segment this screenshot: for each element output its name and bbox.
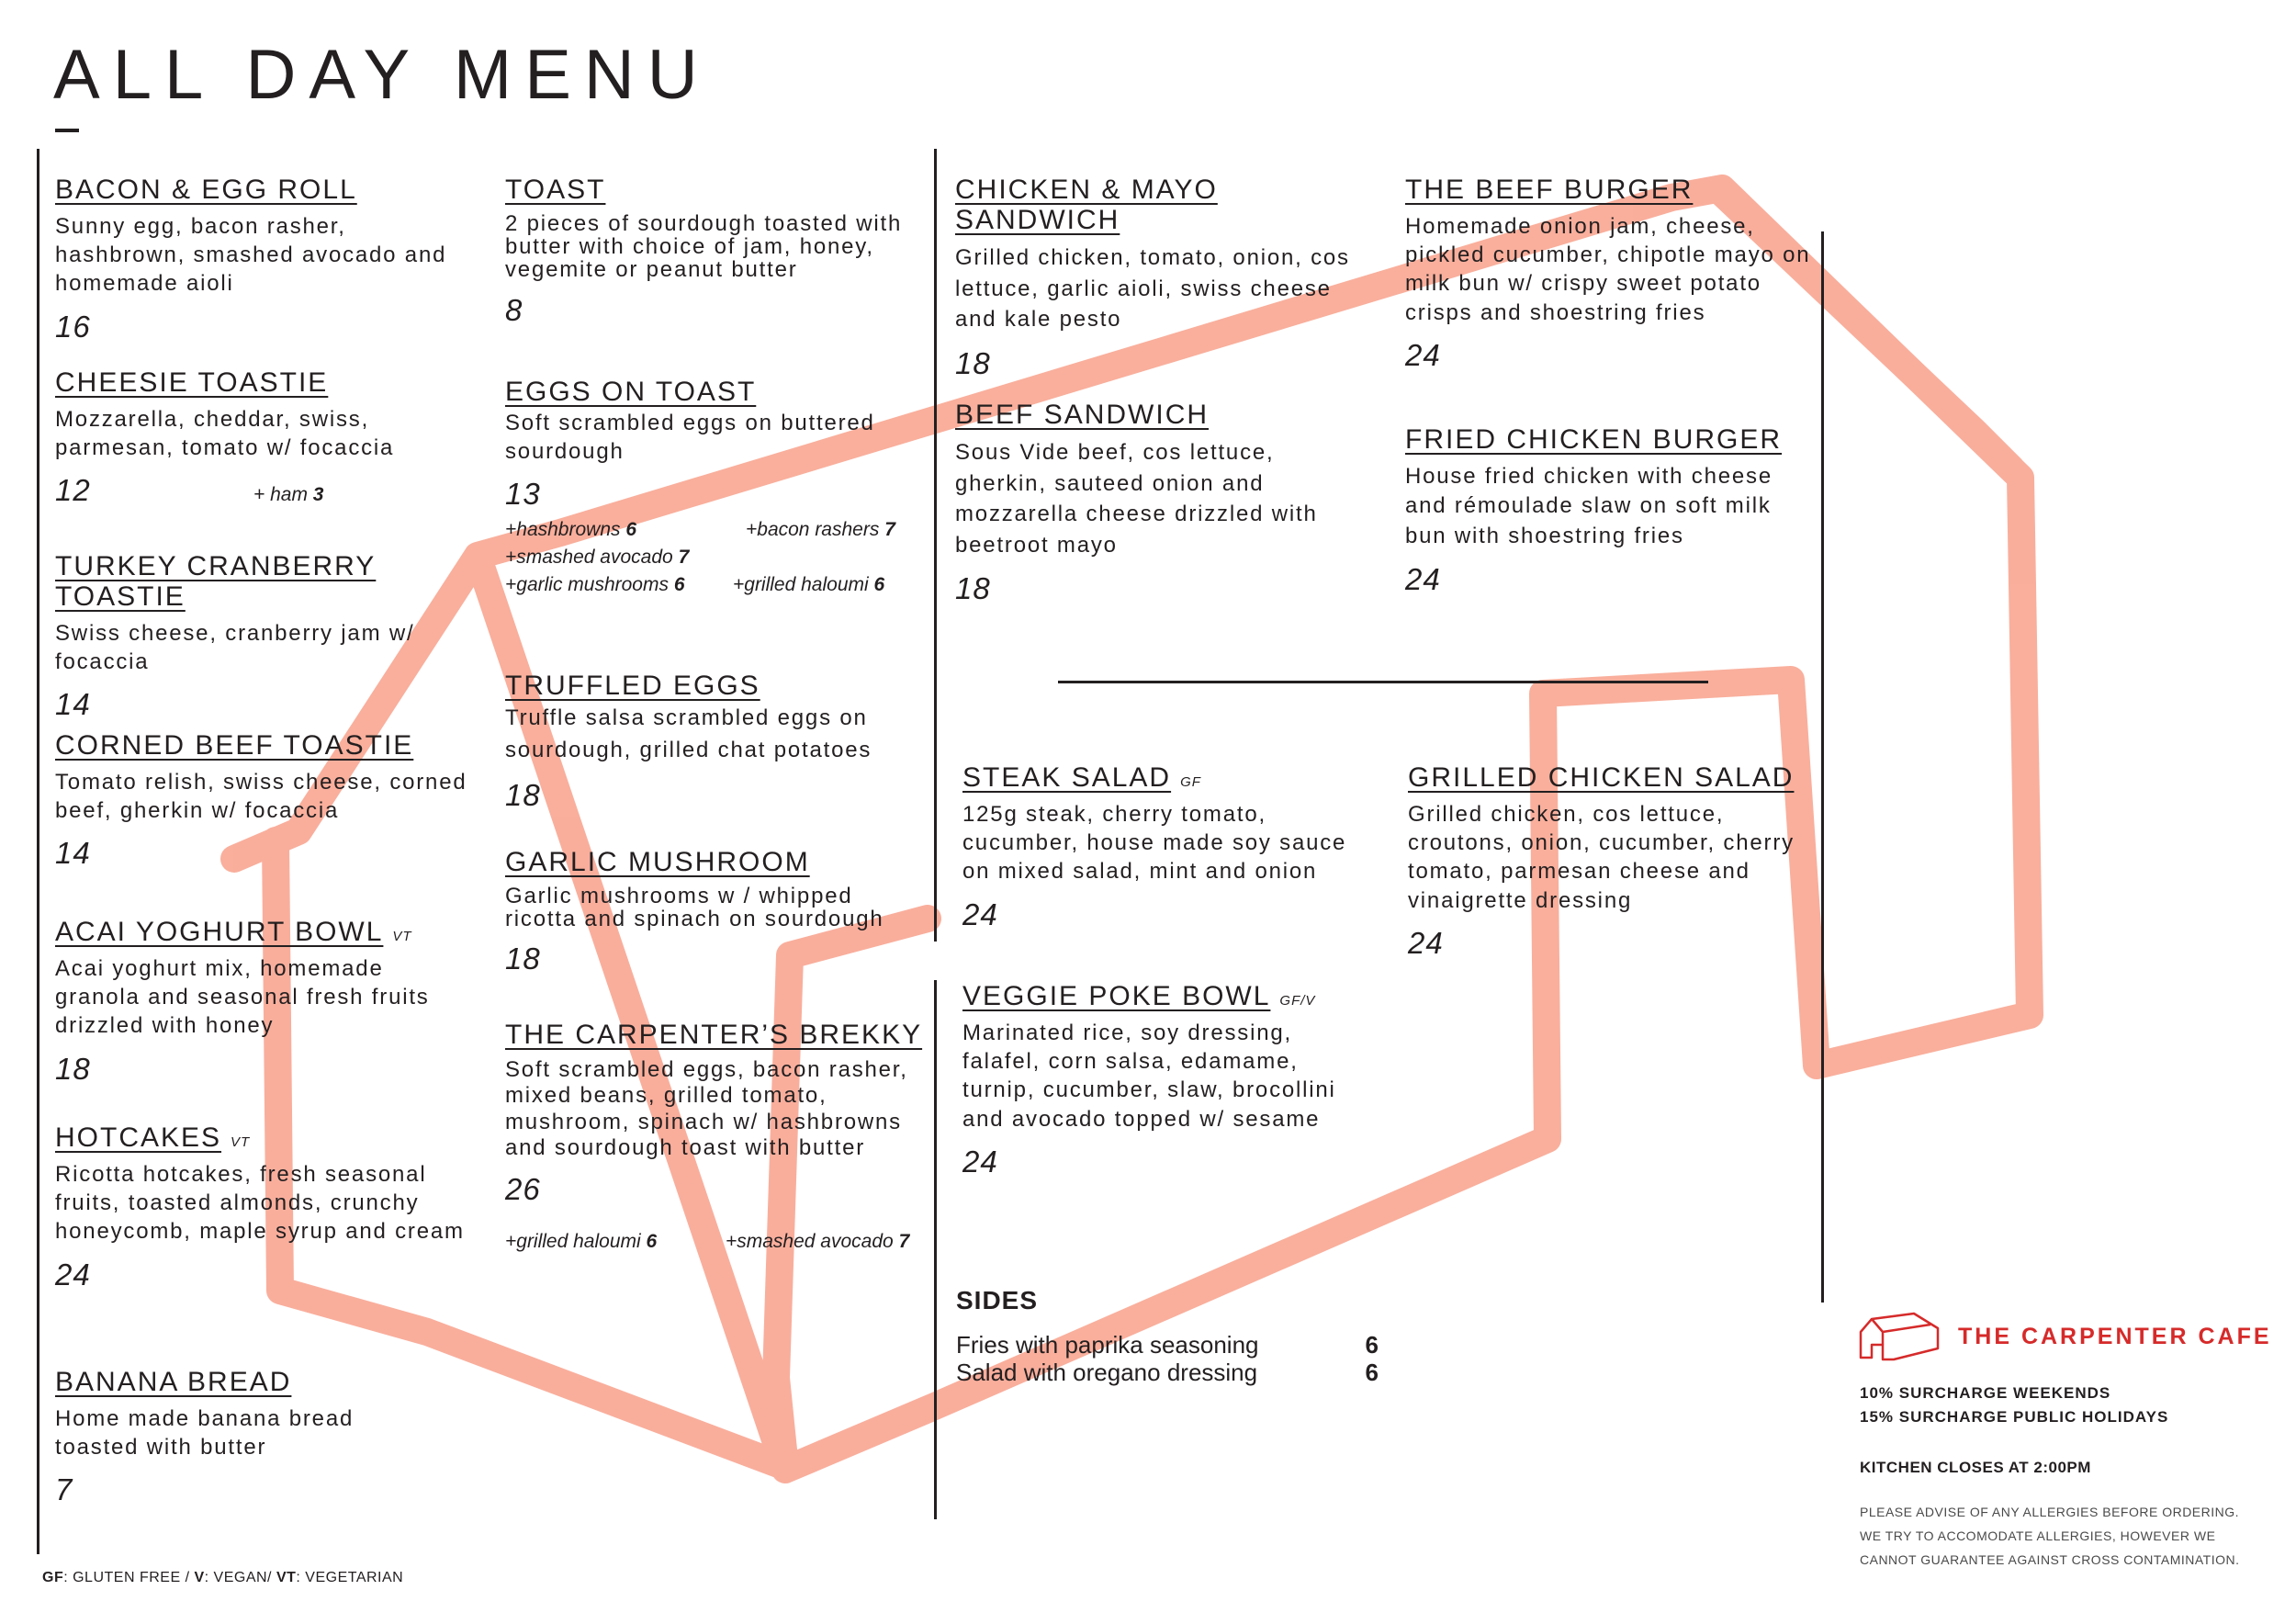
section-divider [1058, 681, 1708, 683]
item-name: CHEESIE TOASTIE [55, 367, 329, 398]
diet-tag: VT [392, 929, 412, 944]
item-price: 18 [505, 777, 541, 812]
diet-tag: GF [1180, 774, 1201, 790]
item-description: Acai yoghurt mix, homemade granola and seasonal fresh fruits drizzled with honey [55, 956, 430, 1039]
menu-item [55, 917, 468, 1087]
item-description: Garlic mushrooms w / whipped ricotta and spinach on sourdough [505, 884, 884, 932]
item-description: Ricotta hotcakes, fresh seasonal fruits, toasted almonds, crunchy honeycomb, maple syrup and cream [55, 1162, 465, 1245]
item-name: TOAST [505, 175, 606, 205]
item-price: 24 [1405, 562, 1441, 597]
item-name: VEGGIE POKE BOWL [962, 981, 1271, 1011]
item-description: Grilled chicken, cos lettuce, croutons, onion, cucumber, cherry tomato, parmesan cheese and vinaigrette dressing [1408, 802, 1795, 913]
item-description: Truffle salsa scrambled eggs on sourdough, grilled chat potatoes [505, 705, 872, 762]
column-divider [37, 149, 39, 1554]
addon: +garlic mushrooms 6 [505, 574, 685, 596]
item-price: 18 [955, 571, 991, 606]
item-description: House fried chicken with cheese and rémoulade slaw on soft milk bun with shoestring fries [1405, 464, 1773, 548]
item-price: 18 [955, 345, 991, 380]
item-name: BANANA BREAD [55, 1367, 292, 1397]
sides-title: SIDES [956, 1286, 1039, 1314]
side-price: 6 [1365, 1358, 1379, 1386]
menu-item [505, 671, 918, 813]
item-description: Tomato relish, swiss cheese, corned beef, gherkin w/ focaccia [55, 770, 467, 824]
surcharge-weekends: 10% SURCHARGE WEEKENDS [1860, 1384, 2111, 1402]
addon: +grilled haloumi 6 [733, 574, 885, 596]
menu-item [55, 1122, 468, 1292]
menu-item [1405, 175, 1818, 373]
item-name: GRILLED CHICKEN SALAD [1408, 762, 1795, 793]
addon: +bacon rashers 7 [746, 519, 895, 541]
brand-name: THE CARPENTER CAFE [1958, 1323, 2272, 1349]
menu-item [505, 847, 918, 976]
brand-block [1857, 1312, 2279, 1361]
surcharge-notes [1860, 1382, 2168, 1430]
side-name: Fries with paprika seasoning [956, 1331, 1259, 1359]
menu-item [955, 175, 1368, 381]
item-description: Soft scrambled eggs on buttered sourdough [505, 411, 875, 465]
menu-item [505, 1020, 937, 1253]
addon: +hashbrowns 6 [505, 519, 637, 541]
item-description: Swiss cheese, cranberry jam w/ focaccia [55, 621, 415, 675]
sides-section [956, 1286, 1379, 1387]
side-item [956, 1359, 1379, 1387]
item-price: 12 [55, 473, 91, 508]
menu-item [55, 551, 468, 722]
menu-item [962, 762, 1376, 932]
item-name: TRUFFLED EGGS [505, 671, 760, 701]
item-price: 24 [1408, 925, 1444, 960]
item-price: 16 [55, 309, 91, 344]
addon: +smashed avocado 7 [726, 1231, 910, 1253]
item-name: THE BEEF BURGER [1405, 175, 1694, 205]
diet-tag: GF/V [1279, 993, 1316, 1009]
surcharge-holidays: 15% SURCHARGE PUBLIC HOLIDAYS [1860, 1408, 2169, 1427]
item-price: 24 [55, 1257, 91, 1291]
item-name: EGGS ON TOAST [505, 377, 757, 407]
addon: + ham 3 [253, 484, 324, 506]
menu-item [55, 367, 468, 508]
item-description: Sunny egg, bacon rasher, hashbrown, smashed avocado and homemade aioli [55, 214, 447, 297]
item-description: 125g steak, cherry tomato, cucumber, house made soy sauce on mixed salad, mint and onion [962, 802, 1347, 885]
menu-item [55, 730, 468, 871]
item-name: THE CARPENTER’S BREKKY [505, 1020, 923, 1050]
item-price: 24 [1405, 337, 1441, 372]
menu-item [505, 377, 918, 596]
item-description: Marinated rice, soy dressing, falafel, corn salsa, edamame, turnip, cucumber, slaw, brocollini and avocado topped w/ sesame [962, 1021, 1336, 1132]
item-name: CHICKEN & MAYO SANDWICH [955, 175, 1218, 235]
item-price: 24 [962, 1144, 998, 1179]
item-name: BACON & EGG ROLL [55, 175, 357, 205]
menu-item [955, 400, 1368, 606]
addon: +grilled haloumi 6 [505, 1231, 658, 1253]
item-price: 7 [55, 1472, 73, 1507]
item-price: 8 [505, 292, 523, 327]
allergy-note: PLEASE ADVISE OF ANY ALLERGIES BEFORE ORDERING. WE TRY TO ACCOMODATE ALLERGIES, HOWEVER WE CANNOT GUARANTEE AGAINST CROSS CONTAMINATION. [1860, 1505, 2240, 1567]
item-description: Homemade onion jam, cheese, pickled cucumber, chipotle mayo on milk bun w/ crispy sweet potato crisps and shoestring fries [1405, 214, 1811, 325]
menu-item [1405, 424, 1818, 597]
item-name: HOTCAKES [55, 1122, 222, 1153]
item-description: Home made banana bread toasted with butter [55, 1406, 355, 1460]
item-name: CORNED BEEF TOASTIE [55, 730, 414, 761]
side-name: Salad with oregano dressing [956, 1358, 1258, 1386]
page-title: ALL DAY MENU [53, 36, 711, 114]
menu-item [1408, 762, 1830, 961]
menu-item [55, 1367, 441, 1507]
item-price: 18 [55, 1051, 91, 1086]
side-item [956, 1332, 1379, 1359]
barn-outline-icon [1857, 1312, 1945, 1361]
item-description: Soft scrambled eggs, bacon rasher, mixed beans, grilled tomato, mushroom, spinach w/ hashbrowns and sourdough toast with butter [505, 1057, 908, 1160]
menu-item [55, 175, 468, 344]
item-name: ACAI YOGHURT BOWL [55, 917, 384, 947]
item-price: 14 [55, 836, 91, 871]
side-price: 6 [1365, 1331, 1379, 1359]
title-dash [55, 129, 79, 132]
item-description: Sous Vide beef, cos lettuce, gherkin, sauteed onion and mozzarella cheese drizzled with beetroot mayo [955, 440, 1318, 558]
menu-item [962, 981, 1376, 1179]
item-name: FRIED CHICKEN BURGER [1405, 424, 1783, 455]
menu-item [505, 175, 918, 328]
diet-legend: GF: GLUTEN FREE / V: VEGAN/ VT: VEGETARIAN [42, 1570, 404, 1585]
diet-tag: VT [231, 1134, 251, 1150]
item-description: Mozzarella, cheddar, swiss, parmesan, tomato w/ focaccia [55, 407, 395, 461]
item-price: 18 [505, 942, 541, 976]
kitchen-hours: KITCHEN CLOSES AT 2:00PM [1860, 1459, 2091, 1476]
item-price: 24 [962, 897, 998, 931]
addon: +smashed avocado 7 [505, 547, 690, 569]
column-divider [934, 149, 937, 942]
item-price: 26 [505, 1172, 541, 1207]
item-name: GARLIC MUSHROOM [505, 847, 810, 877]
item-description: 2 pieces of sourdough toasted with butter with choice of jam, honey, vegemite or peanut butter [505, 211, 903, 283]
item-name: STEAK SALAD [962, 762, 1172, 793]
item-description: Grilled chicken, tomato, onion, cos lettuce, garlic aioli, swiss cheese and kale pesto [955, 245, 1350, 333]
item-name: TURKEY CRANBERRY TOASTIE [55, 551, 377, 612]
item-price: 13 [505, 477, 541, 512]
item-price: 14 [55, 687, 91, 722]
item-name: BEEF SANDWICH [955, 400, 1210, 430]
